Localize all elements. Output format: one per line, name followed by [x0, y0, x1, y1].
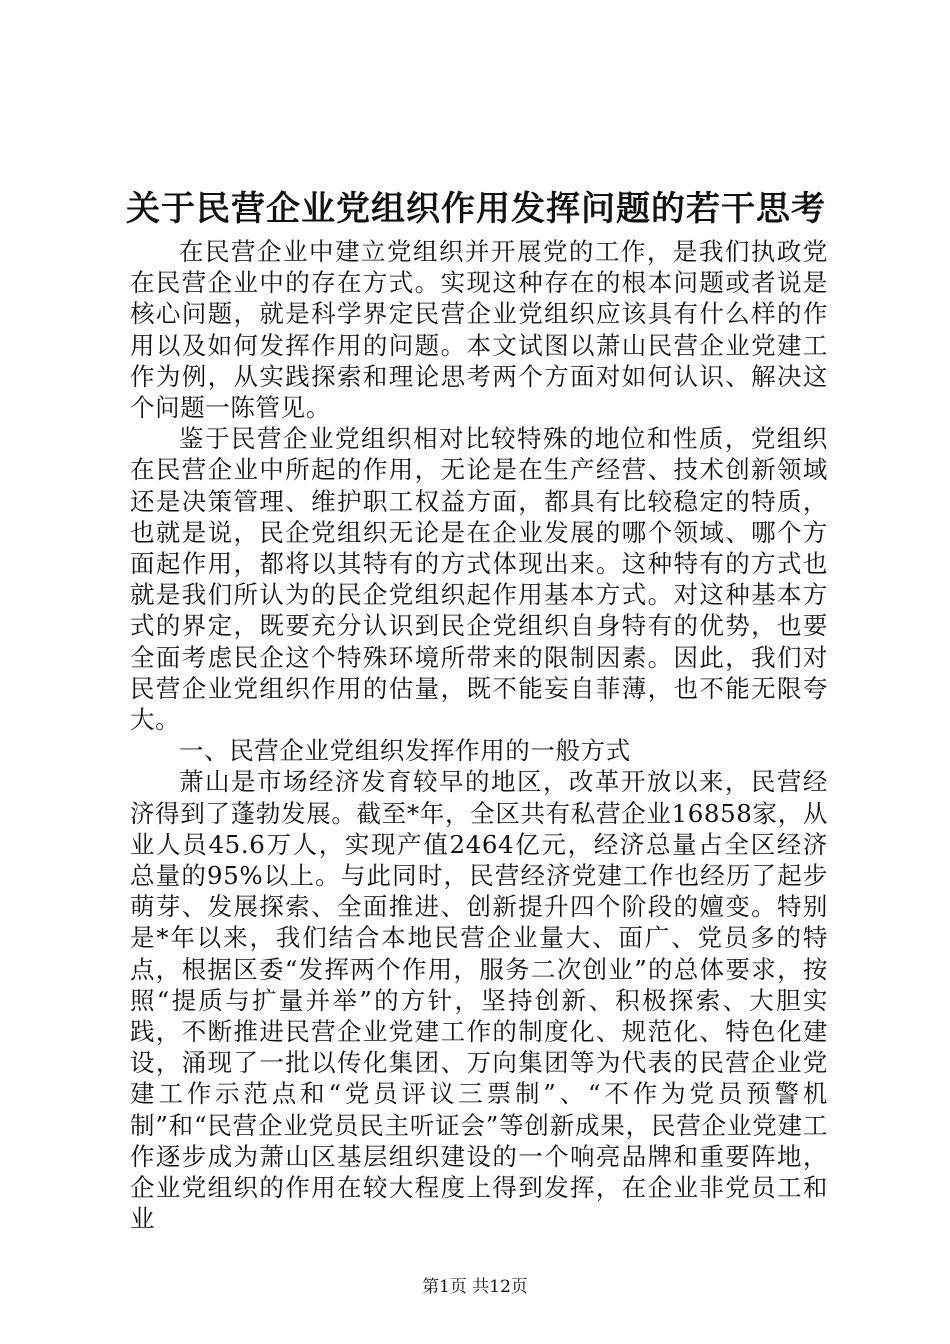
document-body [130, 236, 828, 1235]
paragraph-xiaoshan: 萧山是市场经济发育较早的地区，改革开放以来，民营经济得到了蓬勃发展。截至*年，全区共有私营企业16858家，从业人员45.6万人，实现产值2464亿元，经济总量占全区经济总量的95%以上。与此同时，民营经济党建工作也经历了起步萌芽、发展探索、全面推进、创新提升四个阶段的嬗变。特别是*年以来，我们结合本地民营企业量大、面广、党员多的特点，根据区委“发挥两个作用，服务二次创业”的总体要求，按照“提质与扩量并举”的方针，坚持创新、积极探索、大胆实践，不断推进民营企业党建工作的制度化、规范化、特色化建设，涌现了一批以传化集团、万向集团等为代表的民营企业党建工作示范点和“党员评议三票制”、“不作为党员预警机制”和“民营企业党员民主听证会”等创新成果，民营企业党建工作逐步成为萧山区基层组织建设的一个响亮品牌和重要阵地，企业党组织的作用在较大程度上得到发挥，在企业非党员工和业 [130, 767, 828, 1234]
document-title: 关于民营企业党组织作用发挥问题的若干思考 [126, 189, 826, 229]
paragraph-nature: 鉴于民营企业党组织相对比较特殊的地位和性质，党组织在民营企业中所起的作用，无论是在生产经营、技术创新领域还是决策管理、维护职工权益方面，都具有比较稳定的特质，也就是说，民企党组织无论是在企业发展的哪个领域、哪个方面起作用，都将以其特有的方式体现出来。这种特有的方式也就是我们所认为的民企党组织起作用基本方式。对这种基本方式的界定，既要充分认识到民企党组织自身特有的优势，也要全面考虑民企这个特殊环境所带来的限制因素。因此，我们对民营企业党组织作用的估量，既不能妄自菲薄，也不能无限夸大。 [130, 424, 828, 735]
section-heading-one: 一、民营企业党组织发挥作用的一般方式 [179, 736, 631, 766]
paragraph-intro: 在民营企业中建立党组织并开展党的工作，是我们执政党在民营企业中的存在方式。实现这种存在的根本问题或者说是核心问题，就是科学界定民营企业党组织应该具有什么样的作用以及如何发挥作用的问题。本文试图以萧山民营企业党建工作为例，从实践探索和理论思考两个方面对如何认识、解决这个问题一陈管见。 [130, 237, 828, 423]
page-number-footer: 第1页 共12页 [422, 1277, 528, 1297]
